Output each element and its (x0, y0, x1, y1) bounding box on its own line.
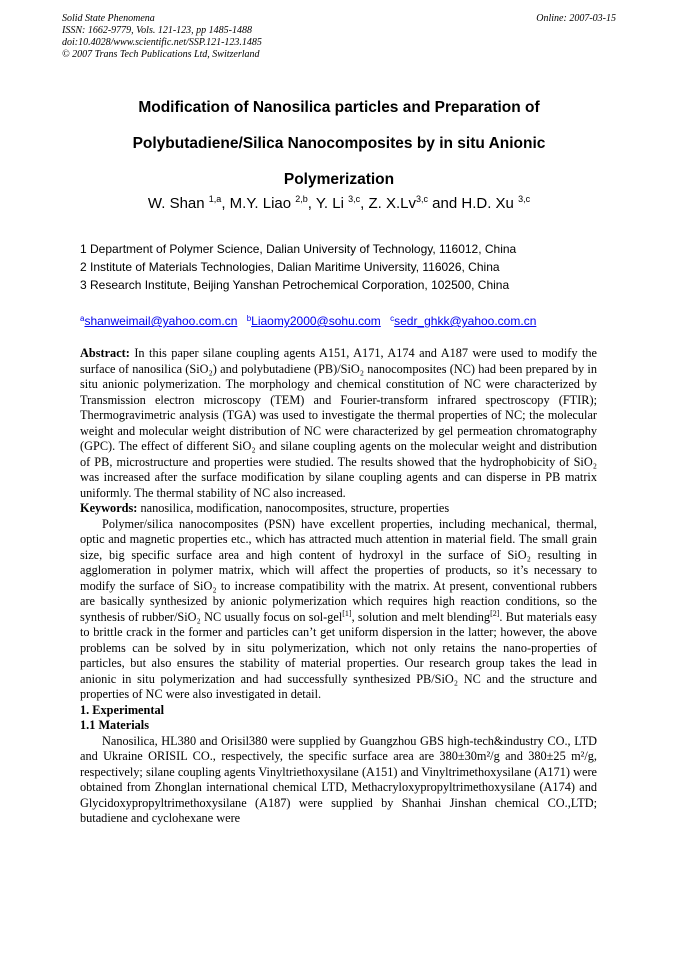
author-name: W. Shan (147, 195, 209, 212)
author-list (40, 194, 638, 214)
author-name: Y. Li (315, 195, 349, 212)
email-sup: b (246, 314, 252, 323)
affiliation-item: 3 Research Institute, Beijing Yanshan Petrochemical Corporation, 102500, China (80, 278, 510, 292)
reference-2: [2] (490, 608, 500, 618)
keywords-text: nanosilica, modification, nanocomposites, structure, properties (137, 501, 450, 515)
page-header (62, 13, 616, 61)
author-separator: , (307, 195, 316, 212)
abstract-text: In this paper silane coupling agents A151, A171, A174 and A187 were used to modify the surface of nanosilica (SiO₂) and polybutadiene (PB)/SiO₂ nanocomposites (NC) had been prepared by in situ anionic polymerization. The morphology and chemical constitution of NC were characterized by Transmission electron microscopy (TEM) and Fourier-transform infrared spectroscopy (FTIR); Thermogravimetric analysis (TGA) was used to investigate the thermal properties of NC; the molecular weight and molecular weight distribution of NC were characterized by gel permeation chromatography (GPC). The effect of different SiO₂ and silane coupling agents on the molecular weight and distribution of PB, microstructure and properties were studied. The results showed that the hydrophobicity of SiO₂ was increased after the surface modification by silane coupling agents and can disperse in PB matrix uniformly. The thermal stability of NC also increased. (80, 346, 597, 500)
author-separator: , (221, 195, 230, 212)
affiliation-item: 2 Institute of Materials Technologies, Dalian Maritime University, 116026, China (80, 260, 500, 274)
keywords-label: Keywords: (80, 501, 138, 515)
title-line-1: Modification of Nanosilica particles and Preparation of (138, 99, 540, 116)
email-sup: a (80, 314, 85, 323)
title-line-2: Polybutadiene/Silica Nanocomposites by in situ Anionic (132, 135, 546, 152)
journal-name: Solid State Phenomena (62, 13, 155, 24)
author-affil-sup: 1,a (208, 194, 222, 204)
author-name: H.D. Xu (461, 195, 519, 212)
email-link[interactable]: sedr_ghkk@yahoo.com.cn (394, 314, 537, 328)
copyright-line: © 2007 Trans Tech Publications Ltd, Switzerland (62, 49, 260, 60)
email-link[interactable]: Liaomy2000@sohu.com (251, 314, 381, 328)
author-name: Z. X.Lv (368, 195, 416, 212)
affiliations (80, 240, 620, 294)
reference-1: [1] (342, 608, 352, 618)
author-affil-sup: 3,c (348, 194, 361, 204)
intro-text: . But materials easy to brittle crack in the former and particles can’t get uniform dispersion in the latter; however, the above problems can be solved by in situ polymerization, which not only retains the nano-properties of particles, but also ensures the stability of material properties. Our research group takes the lead in anionic in situ polymerization and had successfully synthesized PB/SiO₂ NC and the structure and properties of NC were also investigated in detail. (80, 609, 597, 701)
email-link[interactable]: shanweimail@yahoo.com.cn (84, 314, 238, 328)
keywords (80, 501, 597, 517)
author-separator: and (428, 195, 462, 212)
author-affil-sup: 3,c (518, 194, 531, 204)
email-list (80, 313, 620, 329)
section-heading-materials: 1.1 Materials (80, 718, 149, 732)
intro-text: , solution and melt blending (351, 609, 491, 624)
author-separator: , (360, 195, 369, 212)
intro-paragraph (80, 517, 597, 703)
paper-title (40, 90, 638, 198)
author-name: M.Y. Liao (229, 195, 296, 212)
abstract-label: Abstract: (80, 346, 130, 360)
author-affil-sup: 3,c (415, 194, 428, 204)
issn-line: ISSN: 1662-9779, Vols. 121-123, pp 1485-1488 (62, 25, 252, 36)
section-heading-experimental: 1. Experimental (80, 702, 165, 717)
title-line-3: Polymerization (283, 171, 395, 188)
online-date: Online: 2007-03-15 (536, 13, 616, 24)
email-sup: c (390, 314, 395, 323)
doi-line: doi:10.4028/www.scientific.net/SSP.121-123.1485 (62, 37, 262, 48)
affiliation-item: 1 Department of Polymer Science, Dalian University of Technology, 116012, China (80, 242, 517, 256)
abstract (80, 346, 597, 501)
author-affil-sup: 2,b (295, 194, 308, 204)
paper-body (80, 346, 597, 827)
intro-text: Polymer/silica nanocomposites (PSN) have excellent properties, including mechanical, thermal, optic and magnetic properties etc., which has attracted much attention in material field. The small grain size, big specific surface area and high content of hydroxyl in the surface of SiO₂ resulting in agglomeration in polymer matrix, which will affect the properties of products, so it’s necessary to modify the surface of SiO₂ to increase compatibility with the matrix. At present, conventional rubbers are basically synthesized by anionic polymerization which requires high reaction conditions, so the synthesis of rubber/SiO₂ NC usually focus on sol-gel (80, 516, 597, 624)
materials-paragraph: Nanosilica, HL380 and Orisil380 were supplied by Guangzhou GBS high-tech&industry CO., LTD and Ukraine ORISIL CO., respectively, the specific surface area are 380±30m²/g and 380±25 m²/g, respectively; silane coupling agents Vinyltriethoxysilane (A151) and Vinyltrimethoxysilane (A171) were obtained from Zhonglan international chemical LTD, Methacryloxypropyltrimethoxysilane (A174) and Glycidoxypropyltrimethoxysilane (A187) were supplied by Shanhai Jinshan chemical CO.,LTD; butadiene and cyclohexane were (80, 733, 597, 825)
